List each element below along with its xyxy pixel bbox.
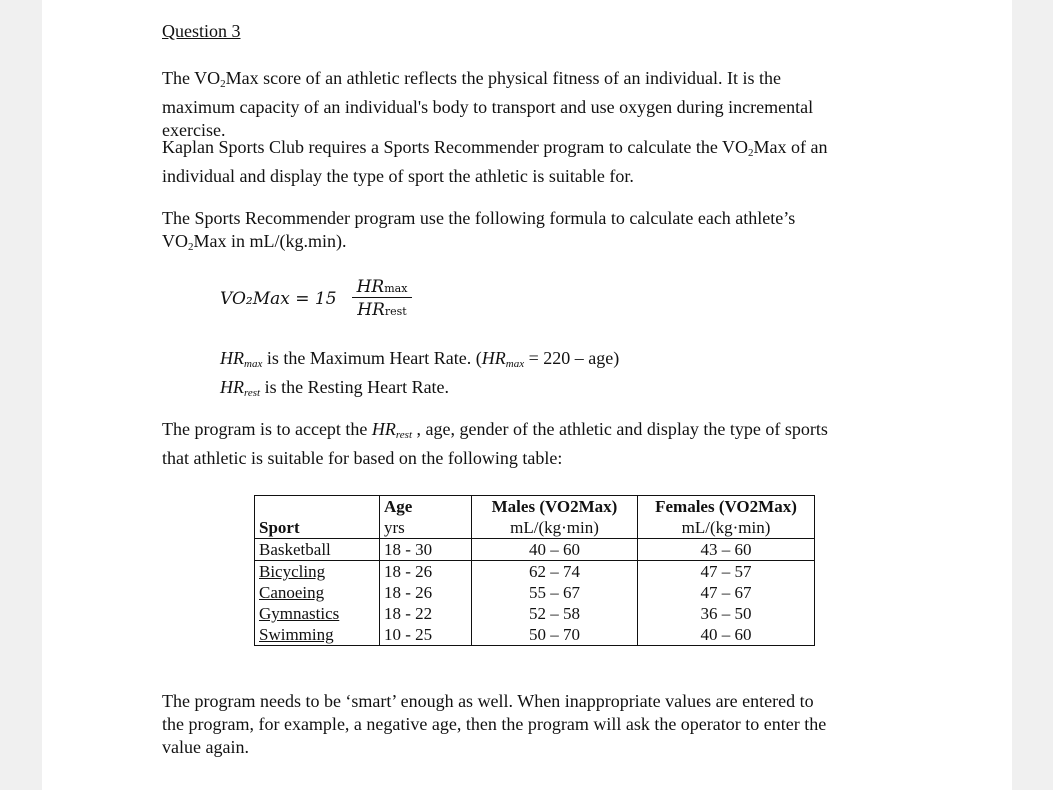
formula-denominator: HRrest [357,300,407,320]
table-row: Gymnastics 18 - 22 52 – 58 36 – 50 [255,603,815,624]
table-row: Canoeing 18 - 26 55 – 67 47 – 67 [255,582,815,603]
definitions: $HR_{max}$ is the Maximum Heart Rate. $(HR_{max} = 220 - age)$ $HR_{rest}$ is the Resting Heart Rate. [220,348,620,399]
header-females-unit: mL/(kg·min) [638,517,815,539]
header-sport-top [255,496,380,518]
header-males-unit: mL/(kg·min) [472,517,638,539]
question-title: Question 3 [162,21,241,41]
table-header-row [255,496,815,518]
header-age-unit: yrs [380,517,472,539]
header-age: Age [380,496,472,518]
closing-paragraph: The program needs to be ‘smart’ enough as well. When inappropriate values are entered to the program, for example, a negative age, then the program will ask the operator to enter the value again. [162,691,827,757]
document-page [42,0,1012,790]
intro-paragraph-1: The $VO_2Max$ score of an athletic reflects the physical fitness of an individual. It is the maximum capacity of an individual's body to transport and use oxygen during incremental exercise. [162,68,814,140]
table-row: Bicycling 18 - 26 62 – 74 47 – 57 [255,561,815,583]
table-header-unit-row [255,517,815,539]
intro-paragraph-2: Kaplan Sports Club requires a Sports Recommender program to calculate the $VO_2Max$ of an individual and display the type of sport the athletic is suitable for. [162,137,828,186]
table-row: Basketball 18 - 30 40 – 60 43 – 60 [255,539,815,561]
header-sport: Sport [255,517,380,539]
formula-intro-paragraph: The Sports Recommender program use the following formula to calculate each athlete’s $VO_2Max$ in mL/(kg.min). [162,208,796,253]
header-males: Males (VO2Max) [472,496,638,518]
sports-table [254,495,815,646]
program-paragraph: The program is to accept the $HR_{rest}$ , age, gender of the athletic and display the type of sports that athletic is suitable for based on the following table: [162,419,828,468]
formula-numerator: HRmax [352,276,412,298]
header-females: Females (VO2Max) [638,496,815,518]
formula-lhs: VO₂Max = 15 [220,289,337,309]
table-row: Swimming 10 - 25 50 – 70 40 – 60 [255,624,815,646]
formula-fraction [352,276,412,323]
